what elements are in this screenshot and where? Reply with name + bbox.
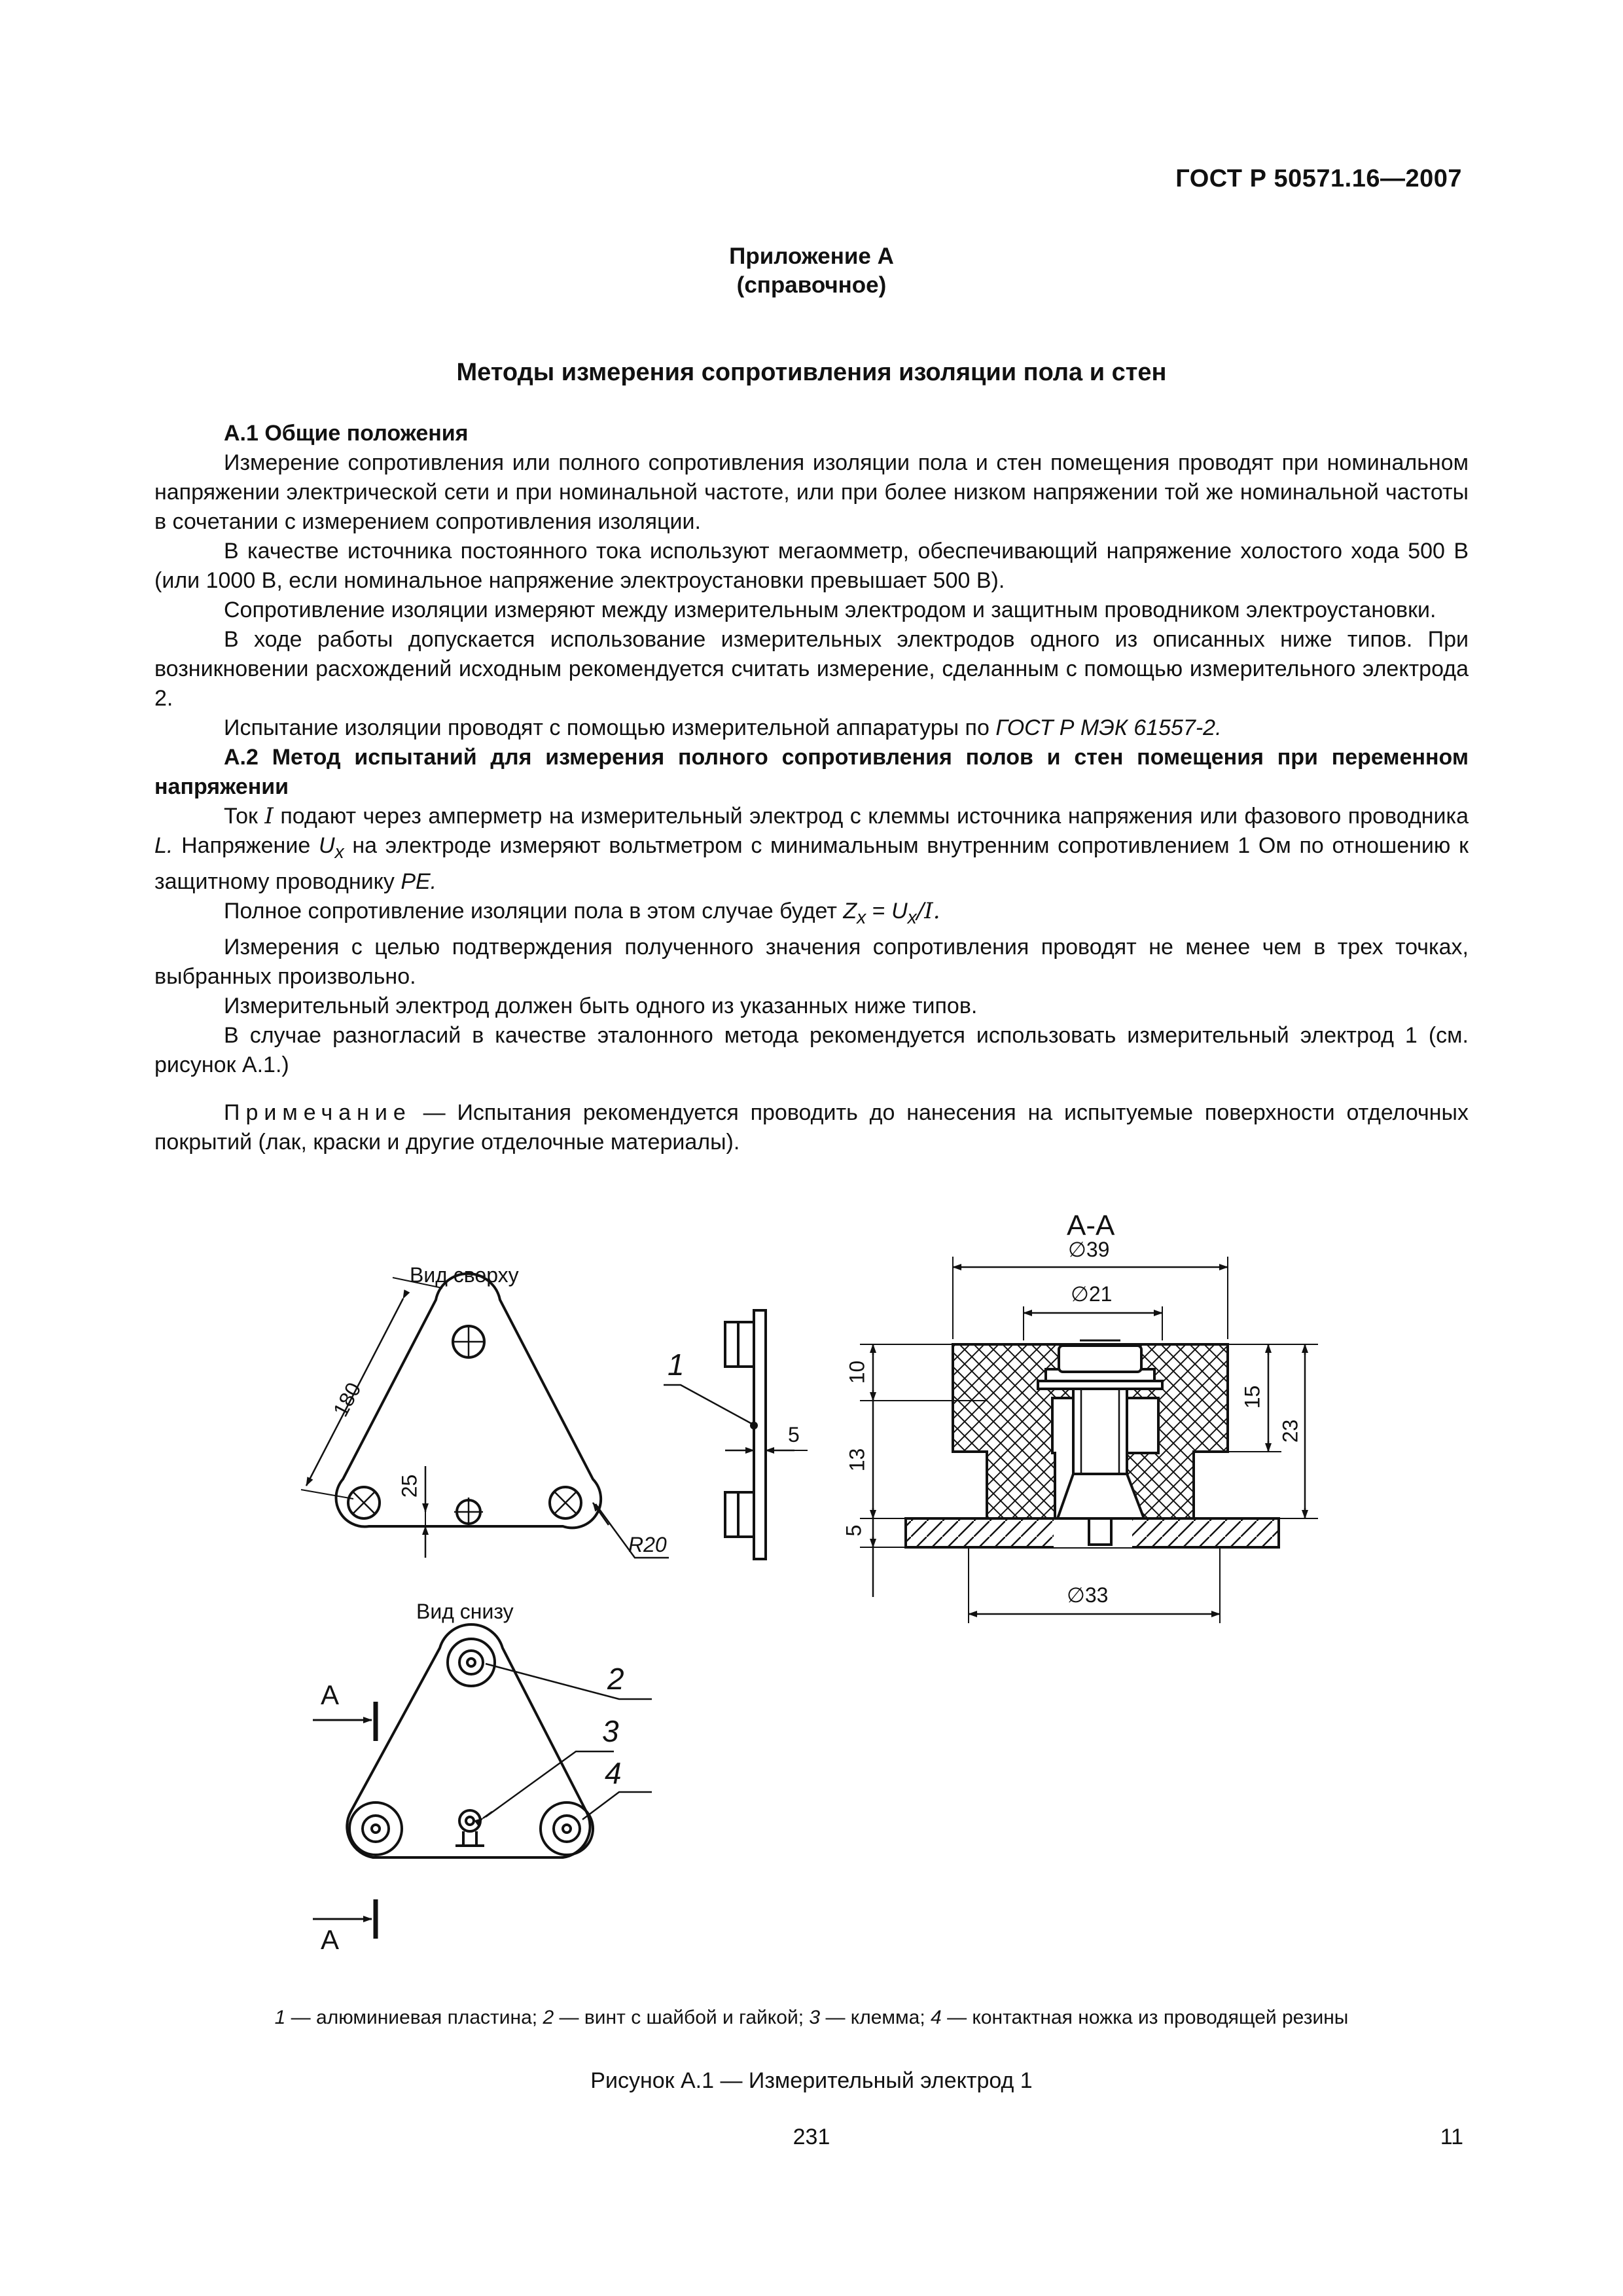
figure-legend: 1 — алюминиевая пластина; 2 — винт с шайбой и гайкой; 3 — клемма; 4 — контактная ножка из проводящей резины <box>274 2007 1349 2028</box>
dim-r20: R20 <box>628 1533 667 1556</box>
paragraph: В ходе работы допускается использование измерительных электродов одного из описанных ниже типов. При возникновении расхождений исходным рекомендуется считать измерение, сделанным с помощью измерительного электрода 2. <box>154 627 1469 711</box>
annex-heading <box>0 242 1623 300</box>
dim-25: 25 <box>397 1474 421 1498</box>
body-text <box>154 419 1469 1157</box>
paragraph: Измерение сопротивления или полного сопротивления изоляции пола и стен помещения проводят при номинальном напряжении электрической сети и при номинальной частоте, или при более низком напряжении той же номинальной частоты в сочетании с измерением сопротивления изоляции. <box>154 450 1469 534</box>
annex-title: Методы измерения сопротивления изоляции пола и стен <box>456 359 1167 386</box>
callout-1: 1 <box>668 1348 685 1382</box>
page-number-right: 11 <box>1440 2125 1463 2149</box>
dim-23: 23 <box>1278 1419 1302 1443</box>
figure-caption: Рисунок А.1 — Измерительный электрод 1 <box>590 2068 1033 2093</box>
note: Примечание — Испытания рекомендуется проводить до нанесения на испытуемые поверхности отделочных покрытий (лак, краски и другие отделочные материалы). <box>154 1100 1469 1155</box>
paragraph: Сопротивление изоляции измеряют между измерительным электродом и защитным проводником электроустановки. <box>224 598 1436 622</box>
top-view-label: Вид сверху <box>410 1263 519 1287</box>
dim-5-section: 5 <box>842 1524 866 1537</box>
top-view <box>301 1274 669 1558</box>
cut-letter-bottom: А <box>321 1924 340 1955</box>
figure-a1 <box>0 1191 1623 1983</box>
dim-d21: ∅21 <box>1071 1282 1113 1306</box>
paragraph: Испытание изоляции проводят с помощью измерительной аппаратуры по ГОСТ Р МЭК 61557-2. <box>224 715 1222 740</box>
paragraph: Полное сопротивление изоляции пола в этом случае будет $Z_x = U_x/I$. <box>224 897 940 928</box>
section-view <box>860 1257 1318 1623</box>
standard-reference: ГОСТ Р МЭК 61557-2. <box>995 715 1222 740</box>
cut-letter-top: А <box>321 1679 340 1710</box>
page-number-center: 231 <box>793 2125 830 2149</box>
paragraph: Измерительный электрод должен быть одного из указанных ниже типов. <box>224 993 978 1018</box>
annex-line1: Приложение А <box>729 243 894 269</box>
dim-5-side: 5 <box>788 1423 800 1446</box>
side-view <box>664 1310 808 1559</box>
section-a2-heading: А.2 Метод испытаний для измерения полного сопротивления полов и стен помещения при переменном напряжении <box>154 745 1469 799</box>
section-label: А-А <box>1067 1210 1115 1242</box>
annex-line2: (справочное) <box>736 272 887 298</box>
dim-13: 13 <box>845 1448 869 1472</box>
document-header: ГОСТ Р 50571.16—2007 <box>1175 165 1462 192</box>
dim-d39: ∅39 <box>1068 1238 1110 1261</box>
callout-3: 3 <box>602 1714 619 1748</box>
note-label: Примечание <box>224 1100 412 1125</box>
dim-15: 15 <box>1240 1385 1264 1409</box>
callout-2: 2 <box>607 1662 624 1696</box>
paragraph: Измерения с целью подтверждения полученного значения сопротивления проводят не менее чем в трех точках, выбранных произвольно. <box>154 934 1469 989</box>
callout-4: 4 <box>605 1756 622 1790</box>
paragraph: В случае разногласий в качестве эталонного метода рекомендуется использовать измерительный электрод 1 (см. рисунок А.1.) <box>154 1022 1469 1077</box>
figure-drawing <box>0 1191 1623 1983</box>
paragraph: Ток I подают через амперметр на измерительный электрод с клеммы источника напряжения или фазового проводника L. Напряжение $U_x$ на электроде измеряют вольтметром с минимальным внутренним сопротивлением 1 Ом по отношению к защитному проводнику PE. <box>154 803 1469 894</box>
section-a1-heading: А.1 Общие положения <box>224 421 469 446</box>
dim-10: 10 <box>845 1360 869 1384</box>
bottom-view <box>313 1624 652 1939</box>
dim-d33: ∅33 <box>1067 1583 1109 1607</box>
paragraph: В качестве источника постоянного тока используют мегаомметр, обеспечивающий напряжение холостого хода 500 В (или 1000 В, если номинальное напряжение электроустановки превышает 500 В). <box>154 539 1469 593</box>
dim-180: 180 <box>328 1378 366 1421</box>
bottom-view-label: Вид снизу <box>416 1600 514 1623</box>
